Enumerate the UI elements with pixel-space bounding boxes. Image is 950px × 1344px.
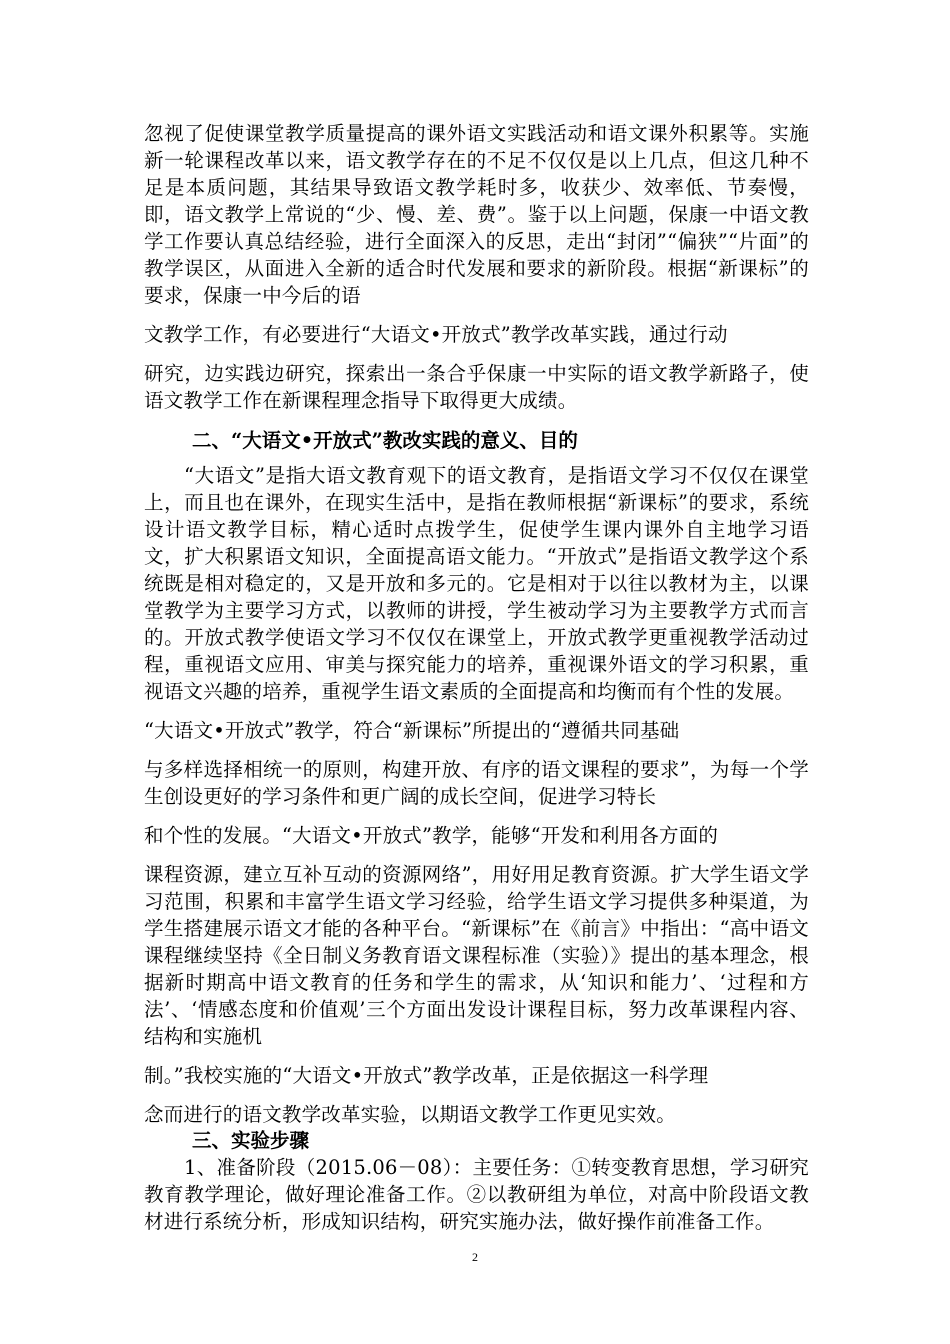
body-paragraph: 课程资源，建立互补互动的资源网络”，用好用足教育资源。扩大学生语文学习范围，积累和丰富学生语文学习经验，给学生语文学习提供多种渠道，为学生搭建展示语文才能的各种平台。“新课标”在《前言》中指出：“高中语文课程继续坚持《全日制义务教育语文课程标准（实验）》提出的基本理念，根据新时期高中语文教育的任务和学生的需求，从‘知识和能力’、‘过程和方法’、‘情感态度和价值观’三个方面出发设计课程目标，努力改革课程内容、结构和实施机 (144, 863, 809, 1048)
page-number: 2 (472, 1250, 478, 1264)
section-heading: 二、“大语文•开放式”教改实践的意义、目的 (192, 429, 578, 452)
body-paragraph: 忽视了促使课堂教学质量提高的课外语文实践活动和语文课外积累等。实施新一轮课程改革以来，语文教学存在的不足不仅仅是以上几点，但这几种不足是本质问题，其结果导致语文教学耗时多，收获少、效率低、节奏慢，即，语文教学上常说的“少、慢、差、费”。鉴于以上问题，保康一中语文教学工作要认真总结经验，进行全面深入的反思，走出“封闭”“偏狭”“片面”的教学误区，从面进入全新的适合时代发展和要求的新阶段。根据“新课标”的要求，保康一中今后的语 (144, 122, 809, 307)
body-paragraph: “大语文•开放式”教学，符合“新课标”所提出的“遵循共同基础 (144, 719, 680, 742)
body-paragraph: 与多样选择相统一的原则，构建开放、有序的语文课程的要求”，为每一个学生创设更好的学习条件和更广阔的成长空间，促进学习特长 (144, 758, 809, 808)
body-paragraph: 和个性的发展。“大语文•开放式”教学，能够“开发和利用各方面的 (144, 824, 719, 847)
body-paragraph: 1、准备阶段（2015.06－08）：主要任务：①转变教育思想，学习研究教育教学理论，做好理论准备工作。②以教研组为单位，对高中阶段语文教材进行系统分析，形成知识结构，研究实施办法，做好操作前准备工作。 (144, 1156, 809, 1233)
body-paragraph: 文教学工作，有必要进行“大语文•开放式”教学改革实践，通过行动 (144, 323, 728, 346)
body-paragraph: “大语文”是指大语文教育观下的语文教育，是指语文学习不仅仅在课堂上，而且也在课外，在现实生活中，是指在教师根据“新课标”的要求，系统设计语文教学目标，精心适时点拨学生，促使学生课内课外自主地学习语文，扩大积累语文知识，全面提高语文能力。“开放式”是指语文教学这个系统既是相对稳定的，又是开放和多元的。它是相对于以往以教材为主，以课堂教学为主要学习方式，以教师的讲授，学生被动学习为主要教学方式而言的。开放式教学使语文学习不仅仅在课堂上，开放式教学更重视教学活动过程，重视语文应用、审美与探究能力的培养，重视课外语文的学习积累，重视语文兴趣的培养，重视学生语文素质的全面提高和均衡而有个性的发展。 (144, 464, 809, 703)
document-body (144, 120, 809, 1235)
body-paragraph: 研究，边实践边研究，探索出一条合乎保康一中实际的语文教学新路子，使语文教学工作在新课程理念指导下取得更大成绩。 (144, 362, 809, 412)
body-paragraph: 制。”我校实施的“大语文•开放式”教学改革，正是依据这一科学理 (144, 1064, 709, 1087)
body-paragraph: 念而进行的语文教学改革实验，以期语文教学工作更见实效。 (144, 1103, 676, 1126)
section-heading: 三、实验步骤 (192, 1129, 310, 1152)
